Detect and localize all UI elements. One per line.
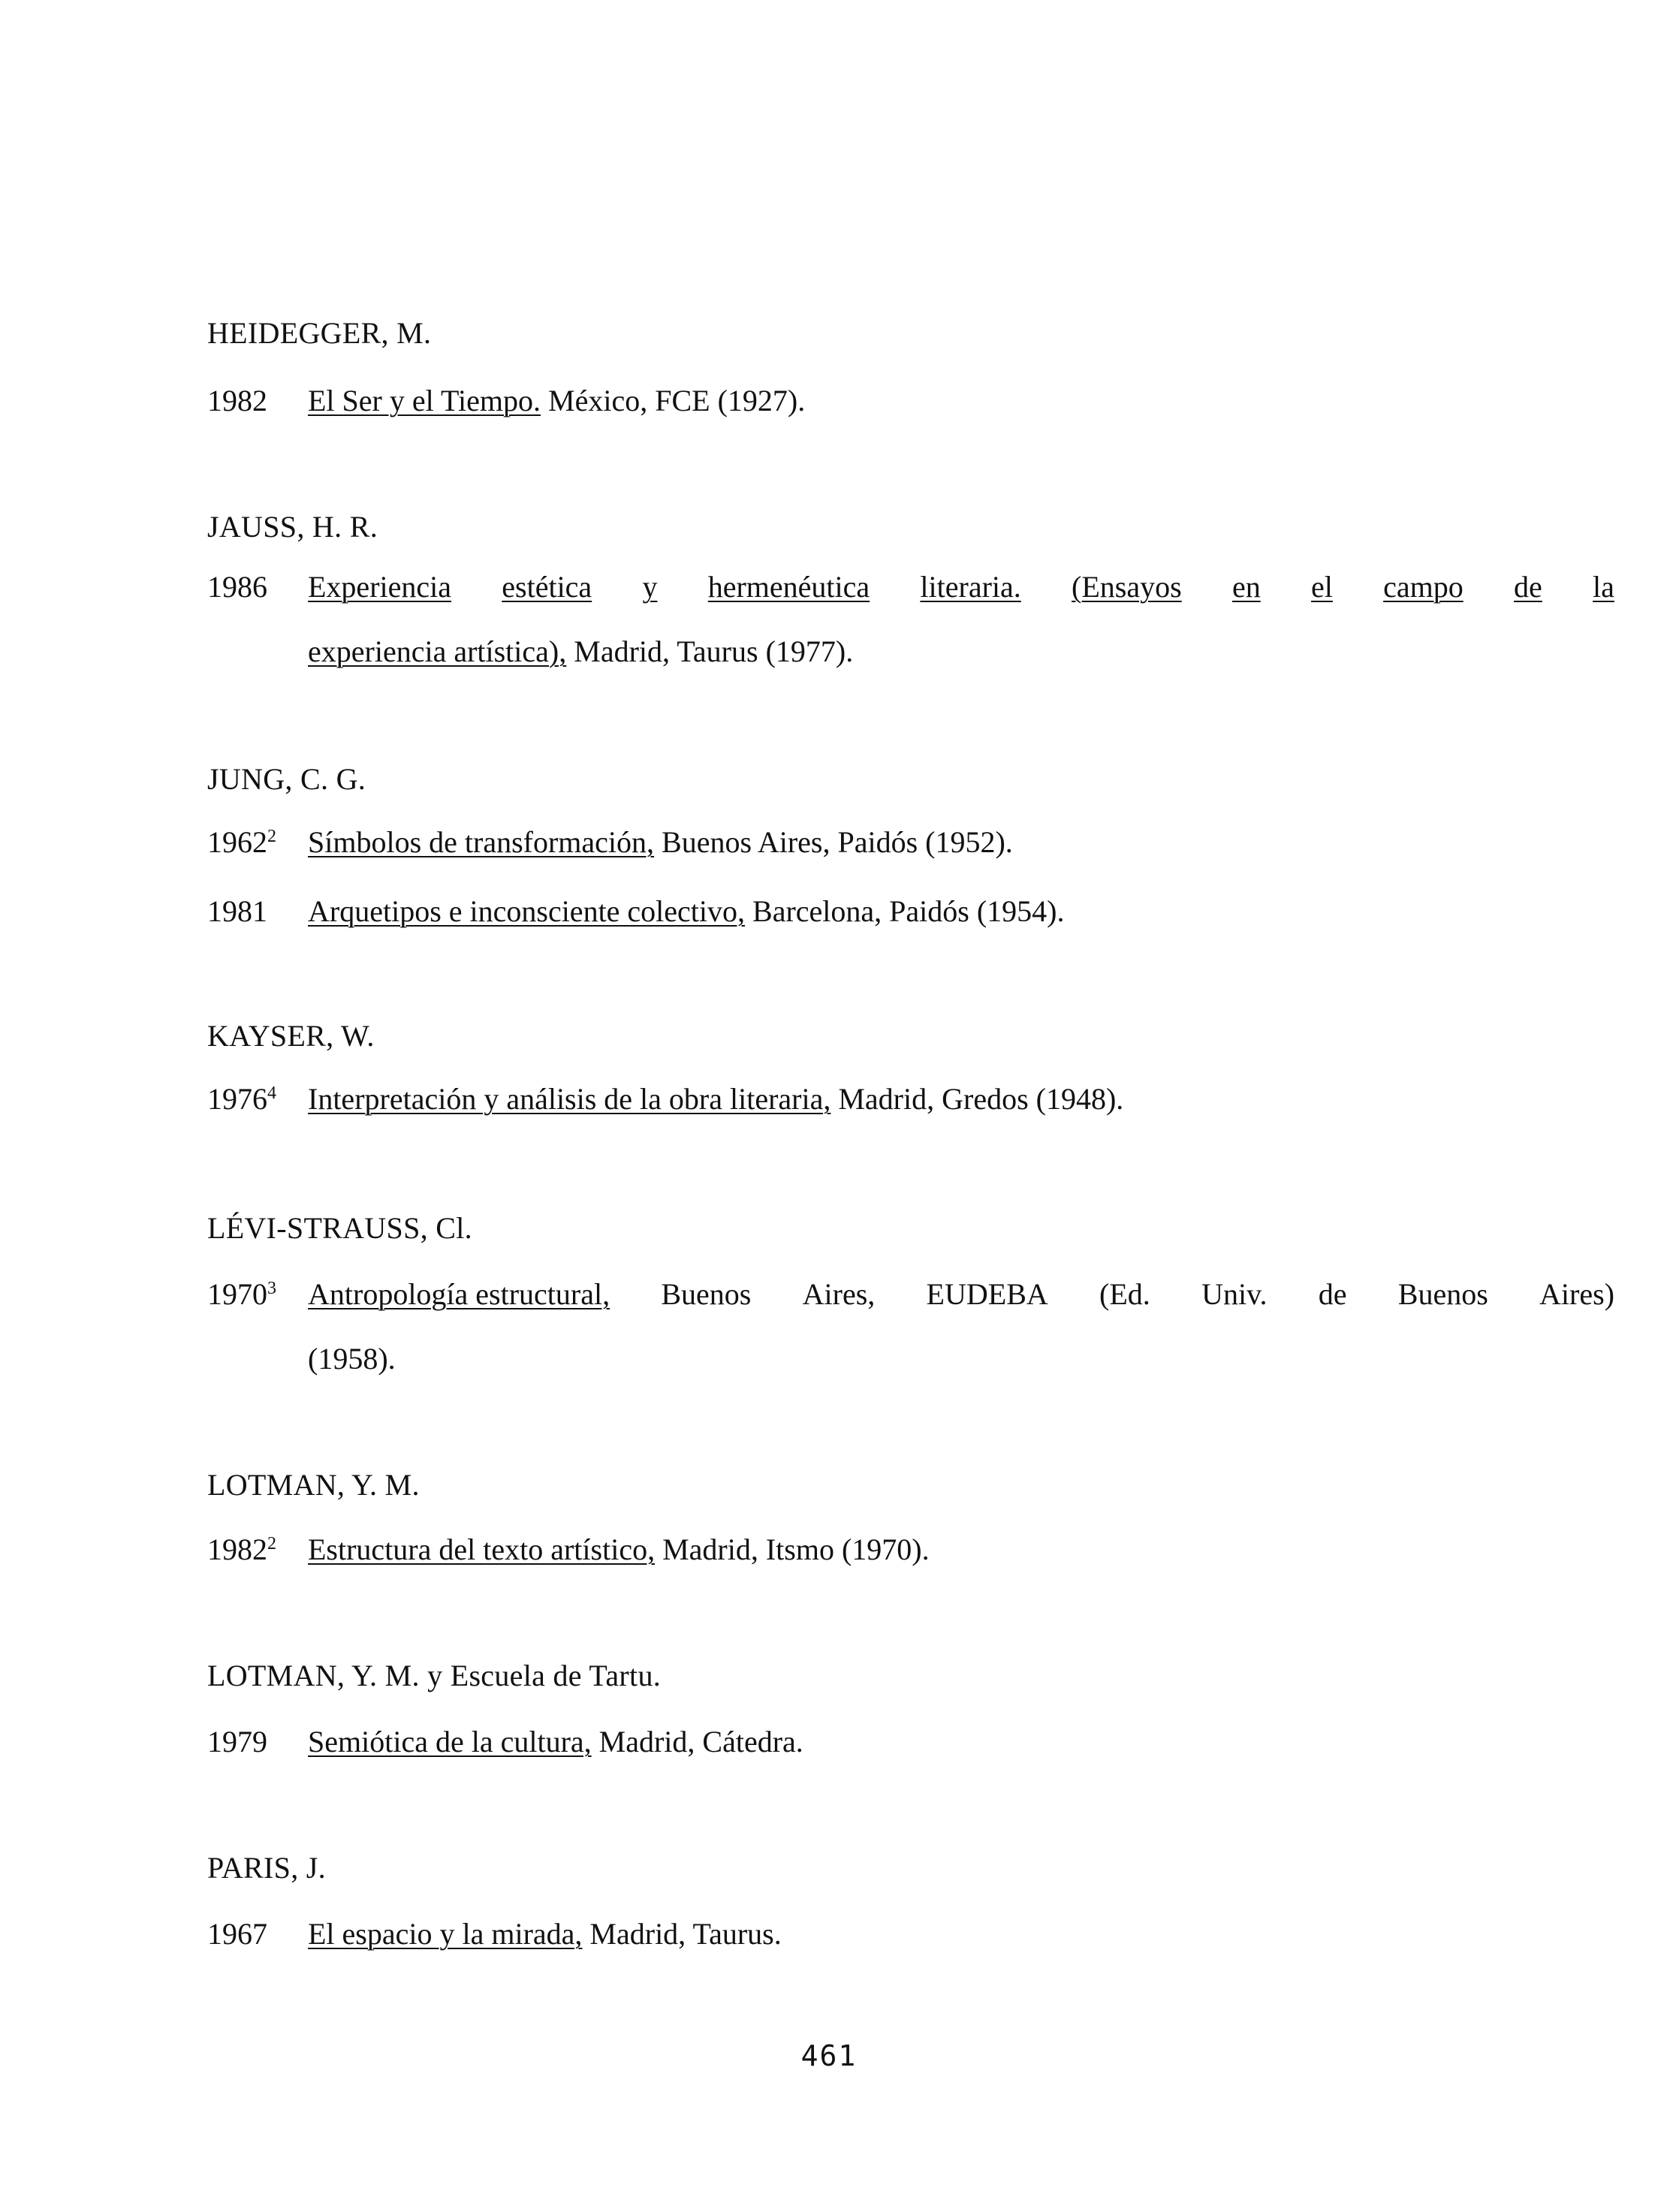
publication-word: Univ. — [1201, 1277, 1268, 1311]
title-word: la — [1593, 570, 1614, 604]
item-publication: México, FCE (1927). — [541, 384, 806, 417]
item-title: Interpretación y análisis de la obra literaria, — [308, 1082, 831, 1116]
title-word: y — [642, 570, 658, 604]
item-publication: Madrid, Gredos (1948). — [831, 1082, 1124, 1116]
item-year: 1967 — [207, 1917, 267, 1951]
author-heading: LÉVI-STRAUSS, Cl. — [207, 1211, 472, 1245]
publication-word: (Ed. — [1099, 1277, 1150, 1311]
item-publication: Madrid, Cátedra. — [591, 1725, 803, 1758]
item-title: Antropología estructural, — [308, 1277, 610, 1311]
publication-word: EUDEBA — [926, 1277, 1048, 1311]
item-publication-continuation: (1958). — [308, 1342, 396, 1376]
publication-word: Aires) — [1539, 1277, 1614, 1311]
item-publication: Madrid, Taurus. — [582, 1917, 782, 1951]
item-year: 1962$^2$ — [207, 825, 276, 859]
item-publication: Buenos Aires, Paidós (1952). — [654, 825, 1013, 859]
item-year: 1976$^4$ — [207, 1082, 276, 1116]
title-word: campo — [1383, 570, 1464, 604]
item-year: 1982$^2$ — [207, 1532, 276, 1566]
page-number: 461 — [800, 2039, 858, 2072]
author-heading: JAUSS, H. R. — [207, 510, 378, 544]
item-title-continuation: experiencia artística), — [308, 634, 567, 668]
item-year: 1970$^3$ — [207, 1277, 276, 1311]
item-publication: Madrid, Itsmo (1970). — [655, 1532, 930, 1566]
item-title: El espacio y la mirada, — [308, 1917, 583, 1951]
item-title: Estructura del texto artístico, — [308, 1532, 656, 1566]
item-year: 1986 — [207, 570, 267, 604]
title-word: literaria. — [920, 570, 1021, 604]
item-year: 1982 — [207, 384, 267, 417]
author-heading: JUNG, C. G. — [207, 762, 366, 796]
item-year: 1979 — [207, 1725, 267, 1758]
item-publication: Barcelona, Paidós (1954). — [745, 894, 1065, 928]
author-heading: LOTMAN, Y. M. — [207, 1468, 420, 1502]
item-title — [308, 569, 1614, 605]
publication-word: Buenos — [661, 1277, 752, 1311]
title-word: Experiencia — [308, 570, 451, 604]
publication-word: de — [1318, 1277, 1347, 1311]
item-year: 1981 — [207, 894, 267, 928]
author-heading: HEIDEGGER, M. — [207, 316, 432, 350]
title-word: (Ensayos — [1072, 570, 1182, 604]
author-heading: LOTMAN, Y. M. y Escuela de Tartu. — [207, 1659, 662, 1692]
publication-word: Aires, — [802, 1277, 876, 1311]
item-title: El Ser y el Tiempo. — [308, 384, 541, 417]
title-word: estética — [502, 570, 592, 604]
title-word: en — [1231, 570, 1261, 604]
author-heading: PARIS, J. — [207, 1851, 326, 1885]
title-word: hermenéutica — [707, 570, 870, 604]
item-title: Símbolos de transformación, — [308, 825, 655, 859]
item-publication: Madrid, Taurus (1977). — [566, 634, 854, 668]
author-heading: KAYSER, W. — [207, 1019, 375, 1053]
title-word: el — [1310, 570, 1333, 604]
title-word: de — [1514, 570, 1542, 604]
item-title: Semiótica de la cultura, — [308, 1725, 592, 1758]
publication-word: Buenos — [1397, 1277, 1488, 1311]
item-title: Arquetipos e inconsciente colectivo, — [308, 894, 746, 928]
